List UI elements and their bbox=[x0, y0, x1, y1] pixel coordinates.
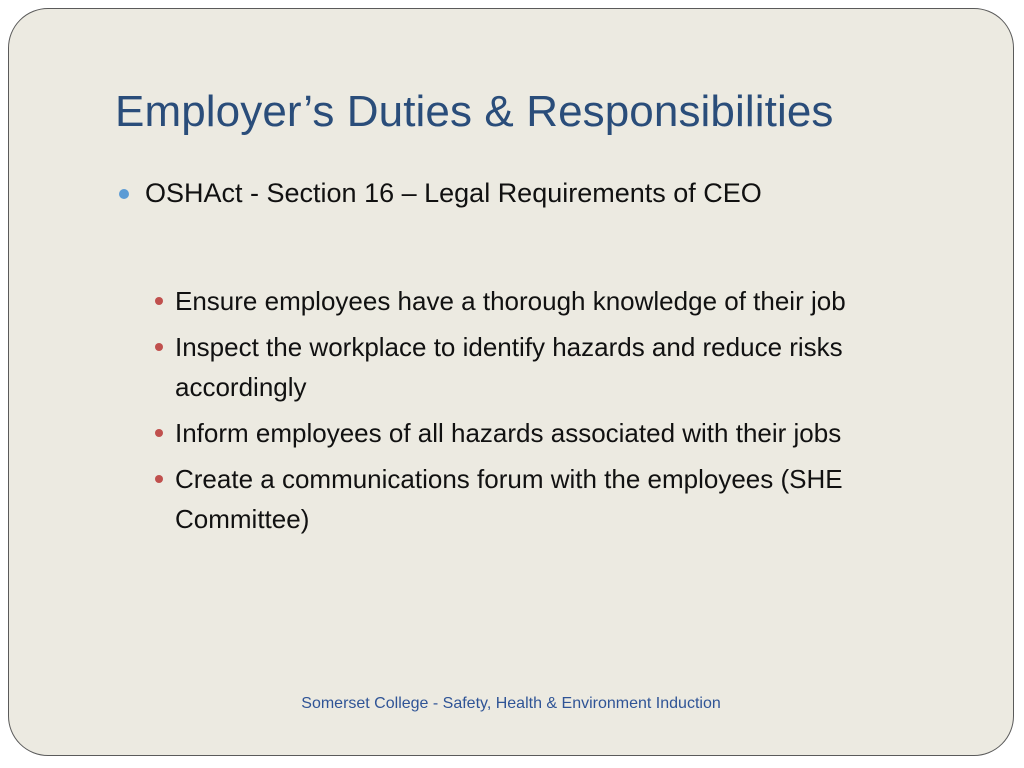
sub-bullet-text: Create a communications forum with the employees (SHE Committee) bbox=[175, 464, 843, 534]
sub-bullet-item bbox=[155, 459, 955, 539]
sub-bullet-list bbox=[155, 281, 955, 545]
bullet-dot-icon bbox=[155, 343, 163, 351]
bullet-dot-icon bbox=[155, 297, 163, 305]
bullet-dot-icon bbox=[155, 429, 163, 437]
main-bullet-text: OSHAct - Section 16 – Legal Requirements of CEO bbox=[145, 178, 762, 208]
slide bbox=[8, 8, 1014, 756]
bullet-dot-icon bbox=[119, 189, 129, 199]
slide-title: Employer’s Duties & Responsibilities bbox=[115, 87, 834, 136]
sub-bullet-text: Ensure employees have a thorough knowledge of their job bbox=[175, 286, 846, 316]
sub-bullet-item bbox=[155, 281, 955, 321]
main-bullet bbox=[119, 175, 979, 211]
sub-bullet-text: Inform employees of all hazards associated with their jobs bbox=[175, 418, 842, 448]
sub-bullet-item bbox=[155, 413, 955, 453]
slide-footer: Somerset College - Safety, Health & Environment Induction bbox=[301, 695, 721, 712]
bullet-dot-icon bbox=[155, 475, 163, 483]
sub-bullet-text: Inspect the workplace to identify hazards and reduce risks accordingly bbox=[175, 332, 843, 402]
sub-bullet-item bbox=[155, 327, 955, 407]
